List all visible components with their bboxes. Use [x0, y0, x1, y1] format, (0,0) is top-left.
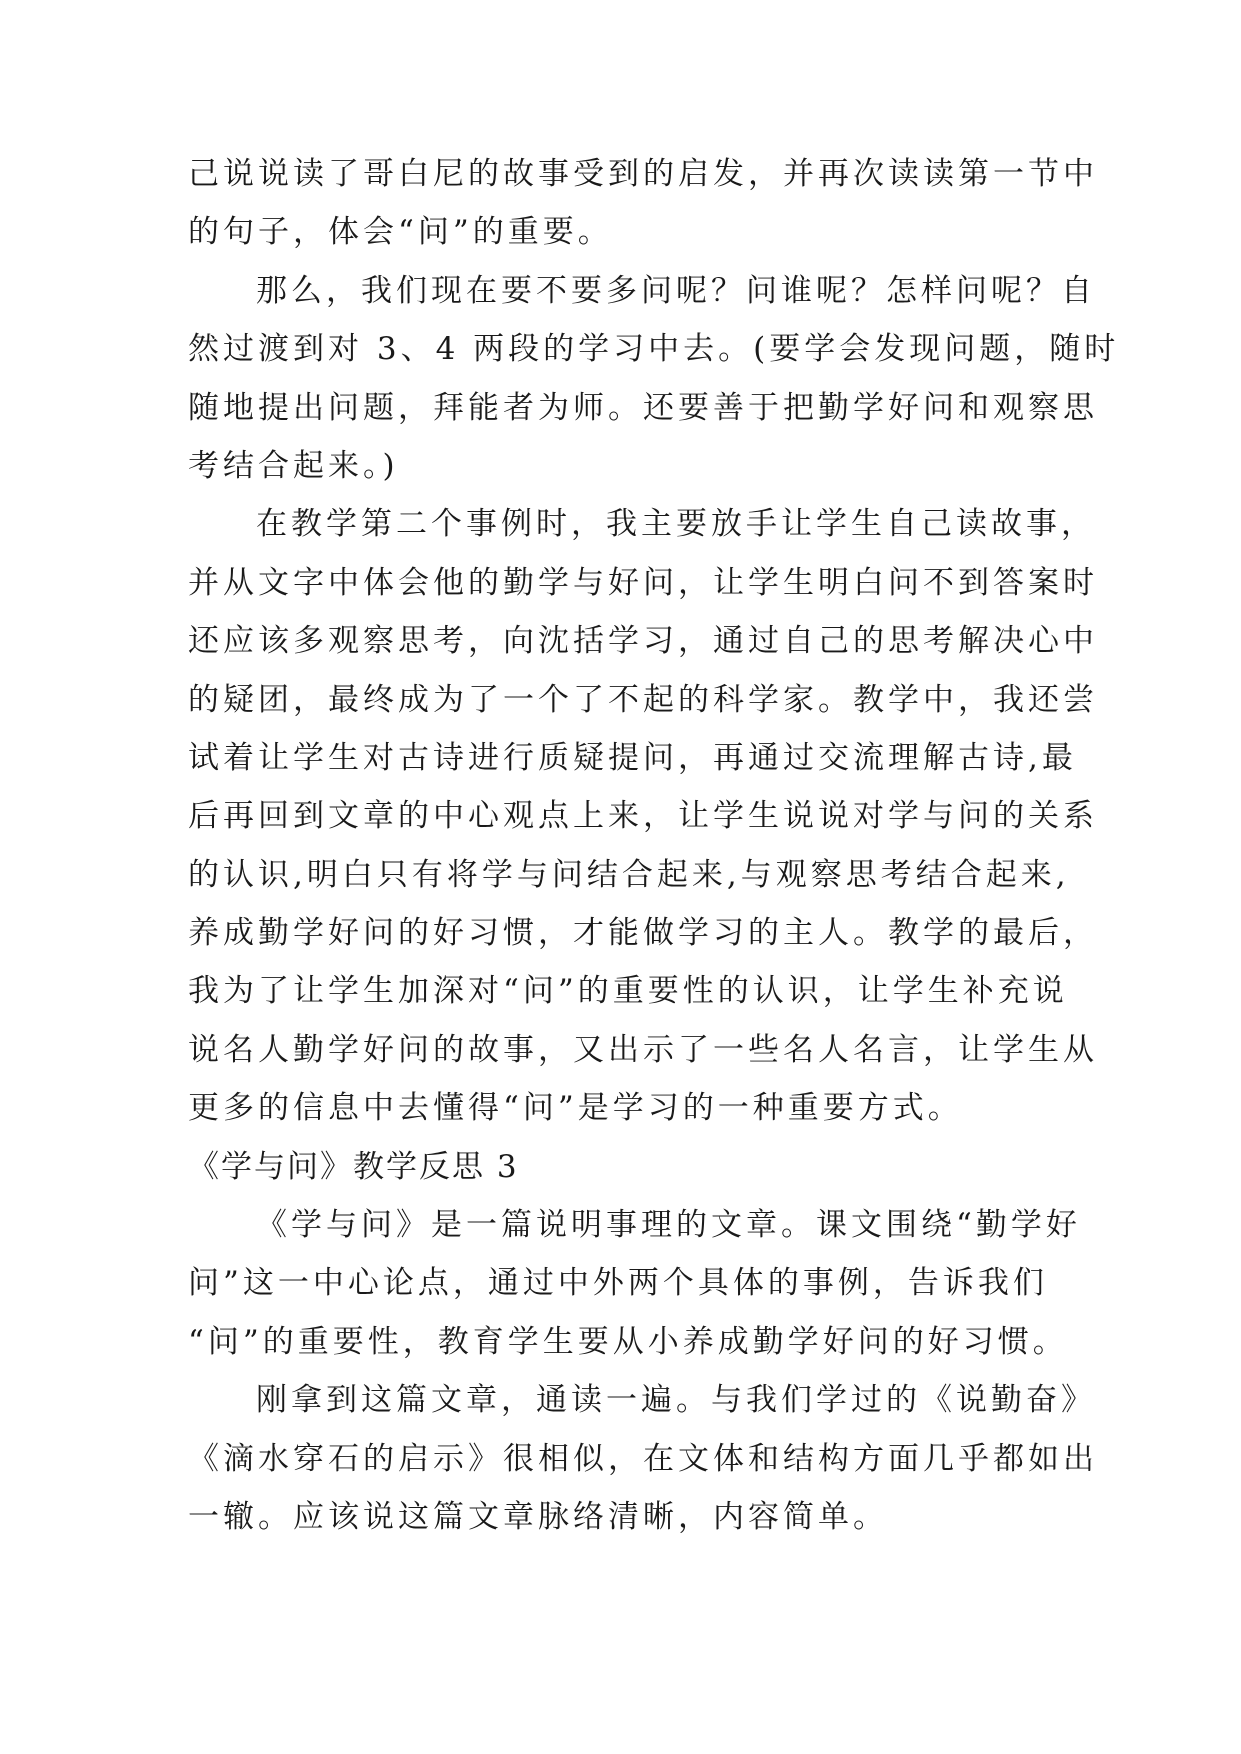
text-line: 《滴水穿石的启示》很相似，在文体和结构方面几乎都如出 [188, 1440, 1098, 1477]
text-line: 随地提出问题，拜能者为师。还要善于把勤学好问和观察思 [188, 389, 1098, 426]
document-body [188, 145, 1120, 1546]
text-line: 说名人勤学好问的故事，又出示了一些名人名言，让学生从 [188, 1031, 1098, 1068]
text-line: 问”这一中心论点，通过中外两个具体的事例，告诉我们 [188, 1265, 1048, 1302]
text-line: 然过渡到对 3、4 两段的学习中去。(要学会发现问题，随时 [188, 331, 1120, 368]
text-line: 还应该多观察思考，向沈括学习，通过自己的思考解决心中 [188, 623, 1098, 660]
text-line: 养成勤学好问的好习惯，才能做学习的主人。教学的最后， [188, 915, 1098, 952]
text-line: 并从文字中体会他的勤学与好问，让学生明白问不到答案时 [188, 564, 1098, 601]
text-line: 的句子，体会“问”的重要。 [188, 214, 613, 251]
text-line: 一辙。应该说这篇文章脉络清晰，内容简单。 [188, 1498, 888, 1535]
text-line: 后再回到文章的中心观点上来，让学生说说对学与问的关系 [188, 798, 1098, 835]
text-line: 的疑团，最终成为了一个了不起的科学家。教学中，我还尝 [188, 681, 1098, 718]
text-line: 考结合起来。) [188, 447, 399, 484]
section-heading: 《学与问》教学反思 3 [188, 1148, 519, 1185]
text-line: 更多的信息中去懂得“问”是学习的一种重要方式。 [188, 1090, 963, 1127]
text-line: 在教学第二个事例时，我主要放手让学生自己读故事， [256, 506, 1096, 543]
text-line: 试着让学生对古诗进行质疑提问，再通过交流理解古诗,最 [188, 739, 1077, 776]
text-line: 我为了让学生加深对“问”的重要性的认识，让学生补充说 [188, 973, 1068, 1010]
text-line: 《学与问》是一篇说明事理的文章。课文围绕“勤学好 [256, 1207, 1081, 1244]
text-line: 的认识,明白只有将学与问结合起来,与观察思考结合起来, [188, 856, 1070, 893]
text-line: 刚拿到这篇文章，通读一遍。与我们学过的《说勤奋》 [256, 1382, 1096, 1419]
text-line: 那么，我们现在要不要多问呢？问谁呢？怎样问呢？自 [256, 272, 1096, 309]
text-line: 己说说读了哥白尼的故事受到的启发，并再次读读第一节中 [188, 156, 1098, 192]
text-line: “问”的重要性，教育学生要从小养成勤学好问的好习惯。 [188, 1323, 1068, 1360]
